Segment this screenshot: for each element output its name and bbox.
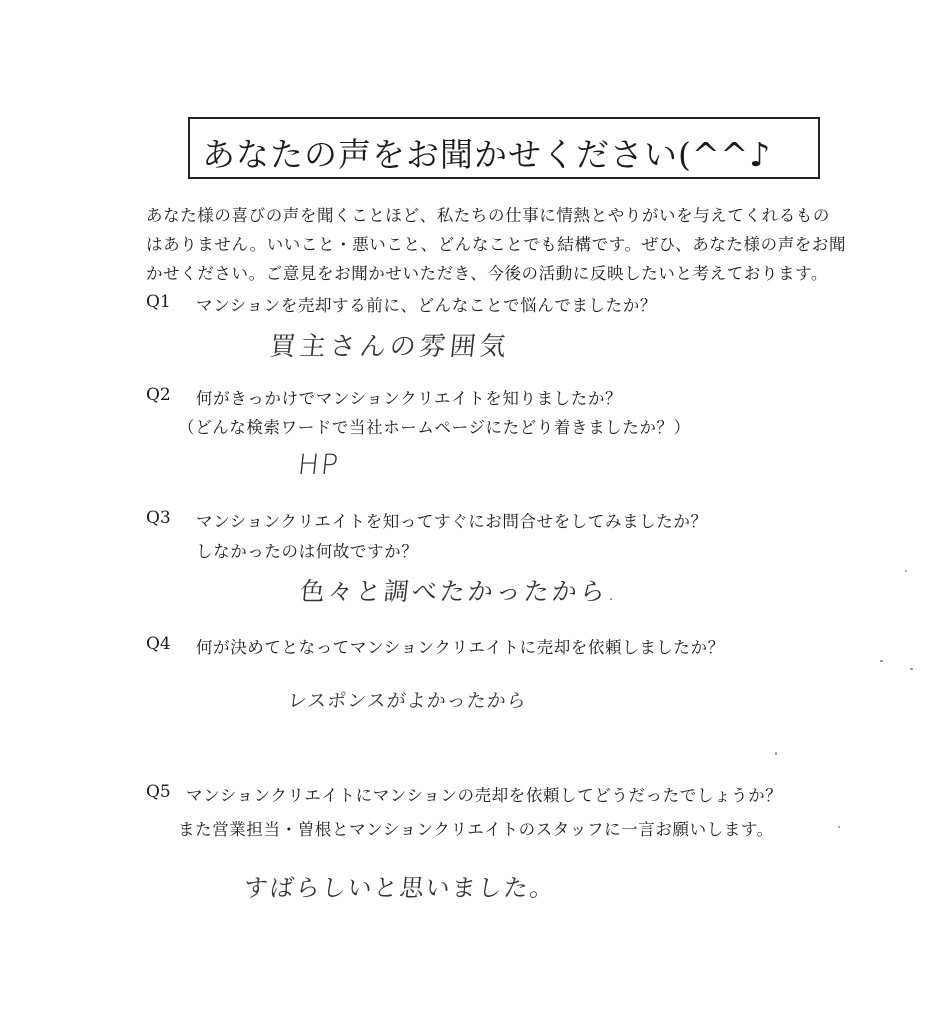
scan-speck xyxy=(775,752,777,755)
handwritten-answer: すばらしいと思いました。 xyxy=(242,874,558,902)
question-text: マンションクリエイトを知ってすぐにお問合せをしてみましたか？ xyxy=(196,512,708,531)
handwritten-answer: レスポンスがよかったから xyxy=(286,690,528,712)
handwritten-answer: 色々と調べたかったから. xyxy=(298,577,621,606)
question-subtext: また営業担当・曽根とマンションクリエイトのスタッフに一言お願いします。 xyxy=(178,820,774,839)
question-number: Q1 xyxy=(146,292,171,312)
scan-speck xyxy=(880,660,883,662)
question-text: 何が決めてとなってマンションクリエイトに売却を依頼しましたか？ xyxy=(196,638,725,657)
question-number: Q5 xyxy=(146,782,171,802)
question-text: マンションクリエイトにマンションの売却を依頼してどうだったでしょうか？ xyxy=(186,786,783,805)
scan-speck xyxy=(910,668,913,670)
intro-line: はありません。いいこと・悪いこと、どんなことでも結構です。ぜひ、あなた様の声をお聞 xyxy=(146,235,847,254)
handwritten-answer: HP xyxy=(296,448,342,481)
scan-speck xyxy=(905,570,907,572)
title-box xyxy=(188,117,820,179)
question-text: マンションを売却する前に、どんなことで悩んでましたか？ xyxy=(196,296,657,315)
question-number: Q4 xyxy=(146,634,171,654)
intro-line: かせください。ご意見をお聞かせいただき、今後の活動に反映したいと考えております。 xyxy=(146,264,829,283)
question-subtext: （どんな検索ワードで当社ホームページにたどり着きましたか？） xyxy=(178,418,691,437)
question-subtext: しなかったのは何故ですか？ xyxy=(196,542,419,561)
question-number: Q3 xyxy=(146,508,171,528)
question-number: Q2 xyxy=(146,385,171,405)
scan-speck xyxy=(838,826,840,828)
question-text: 何がきっかけでマンションクリエイトを知りましたか？ xyxy=(196,389,623,408)
handwritten-answer: 買主さんの雰囲気 xyxy=(268,332,512,362)
page-title: あなたの声をお聞かせください(^^♪ xyxy=(202,135,772,174)
intro-line: あなた様の喜びの声を聞くことほど、私たちの仕事に情熱とやりがいを与えてくれるもの xyxy=(146,206,830,225)
